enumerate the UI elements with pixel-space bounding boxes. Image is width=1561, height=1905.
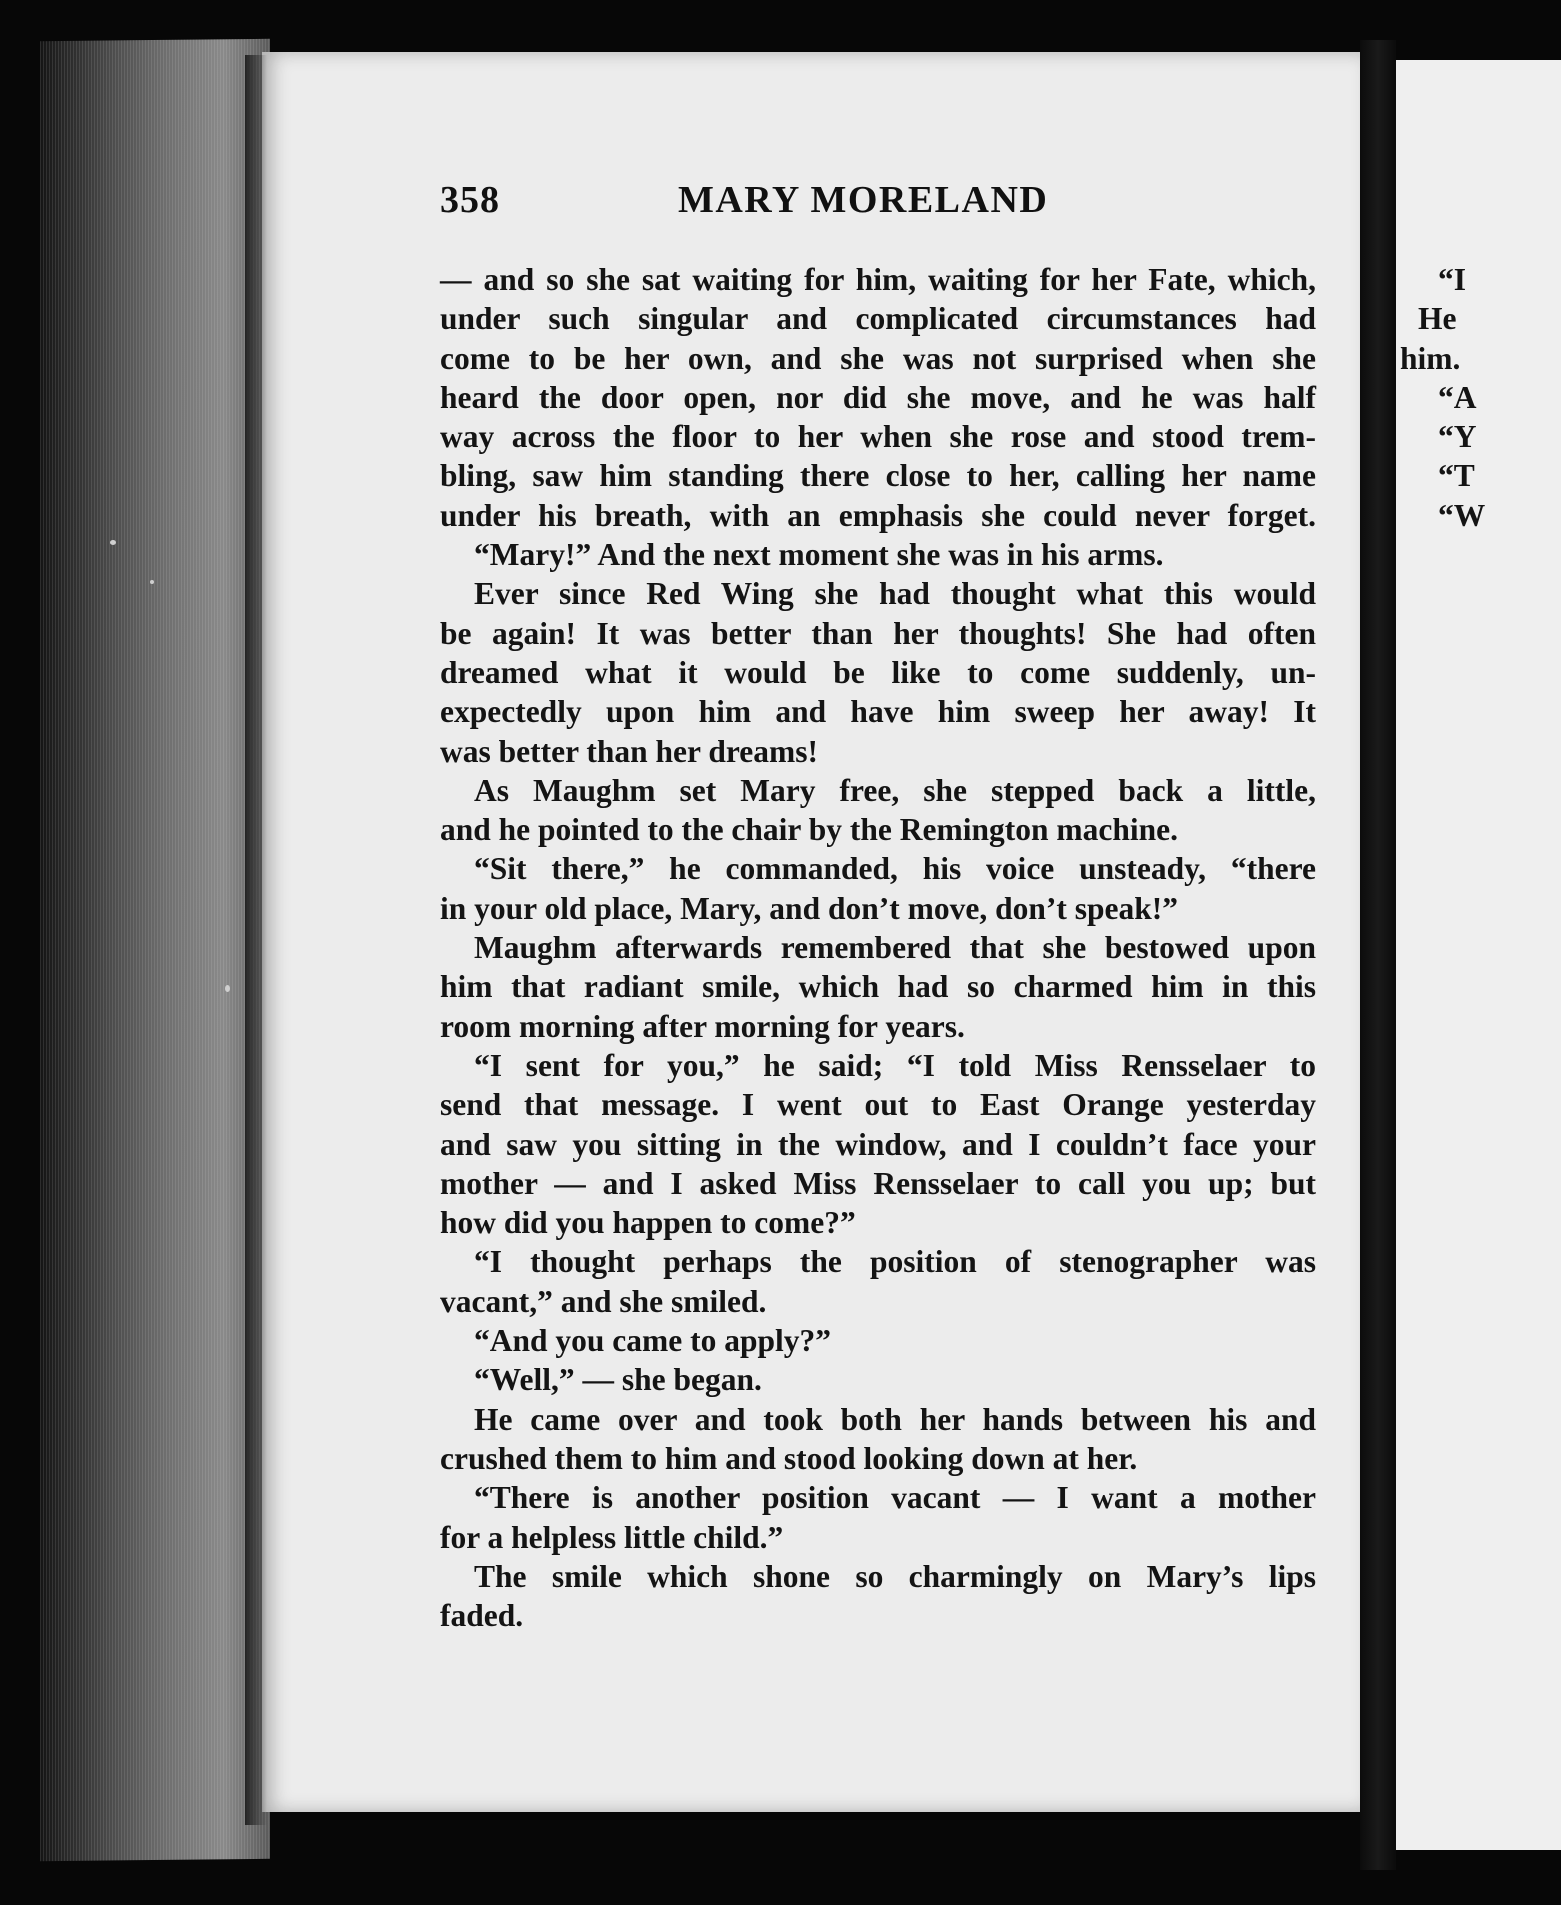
running-title: MARY MORELAND xyxy=(678,179,1049,221)
text-line: how did you happen to come?” xyxy=(440,1205,856,1241)
text-line: mother — and I asked Miss Rensselaer to call you up; but xyxy=(440,1165,1316,1201)
text-line: “Well,” — she began. xyxy=(474,1362,762,1398)
book-page-edges xyxy=(40,39,270,1861)
book-gutter xyxy=(1360,40,1396,1870)
text-line: him that radiant smile, which had so charmed him in this xyxy=(440,969,1316,1005)
facing-text-line: “A xyxy=(1438,379,1477,415)
text-line: send that message. I went out to East Orange yesterday xyxy=(440,1087,1316,1123)
text-line: Ever since Red Wing she had thought what this would xyxy=(474,576,1316,612)
text-line: was better than her dreams! xyxy=(440,733,818,769)
text-line: way across the floor to her when she rose and stood trem- xyxy=(440,419,1316,455)
text-line: faded. xyxy=(440,1598,524,1634)
text-line: be again! It was better than her thoughts! She had often xyxy=(440,615,1316,651)
text-line: “And you came to apply?” xyxy=(474,1323,832,1359)
page-number: 358 xyxy=(440,179,500,221)
text-line: crushed them to him and stood looking down at her. xyxy=(440,1440,1138,1476)
dust-speck xyxy=(110,540,116,545)
text-line: bling, saw him standing there close to her, calling her name xyxy=(440,458,1316,494)
text-line: dreamed what it would be like to come suddenly, un- xyxy=(440,654,1316,690)
text-line: “Mary!” And the next moment she was in his arms. xyxy=(474,537,1164,573)
text-line: for a helpless little child.” xyxy=(440,1519,784,1555)
page-binding-shadow xyxy=(245,55,267,1825)
text-line: under his breath, with an emphasis she could never forget. xyxy=(440,497,1316,533)
body-text xyxy=(440,260,1316,1635)
text-line: The smile which shone so charmingly on Mary’s lips xyxy=(474,1558,1316,1594)
facing-page-text xyxy=(1400,260,1560,535)
text-line: expectedly upon him and have him sweep her away! It xyxy=(440,694,1316,730)
page-header xyxy=(440,178,1100,238)
text-line: He came over and took both her hands between his and xyxy=(474,1401,1316,1437)
text-line: — and so she sat waiting for him, waiting for her Fate, which, xyxy=(440,262,1316,297)
facing-text-line: him. xyxy=(1400,340,1461,376)
text-line: “I sent for you,” he said; “I told Miss Rensselaer to xyxy=(474,1047,1316,1083)
facing-text-line: “I xyxy=(1438,262,1467,297)
text-line: and he pointed to the chair by the Remington machine. xyxy=(440,812,1178,848)
text-line: room morning after morning for years. xyxy=(440,1008,965,1044)
text-line: come to be her own, and she was not surprised when she xyxy=(440,340,1316,376)
text-line: in your old place, Mary, and don’t move, don’t speak!” xyxy=(440,890,1178,926)
text-line: and saw you sitting in the window, and I couldn’t face your xyxy=(440,1126,1316,1162)
text-line: “Sit there,” he commanded, his voice unsteady, “there xyxy=(474,851,1316,887)
facing-text-line: “W xyxy=(1438,497,1486,533)
text-line: “I thought perhaps the position of stenographer was xyxy=(474,1244,1316,1280)
text-line: Maughm afterwards remembered that she bestowed upon xyxy=(474,930,1316,966)
facing-text-line: “T xyxy=(1438,458,1475,494)
dust-speck xyxy=(150,580,154,584)
text-line: vacant,” and she smiled. xyxy=(440,1283,767,1319)
text-line: “There is another position vacant — I want a mother xyxy=(474,1480,1316,1516)
facing-text-line: He xyxy=(1418,301,1457,337)
dust-speck xyxy=(225,985,230,992)
text-line: heard the door open, nor did she move, and he was half xyxy=(440,379,1316,415)
facing-text-line: “Y xyxy=(1438,419,1477,455)
text-line: As Maughm set Mary free, she stepped back a little, xyxy=(474,772,1316,808)
text-line: under such singular and complicated circumstances had xyxy=(440,301,1316,337)
